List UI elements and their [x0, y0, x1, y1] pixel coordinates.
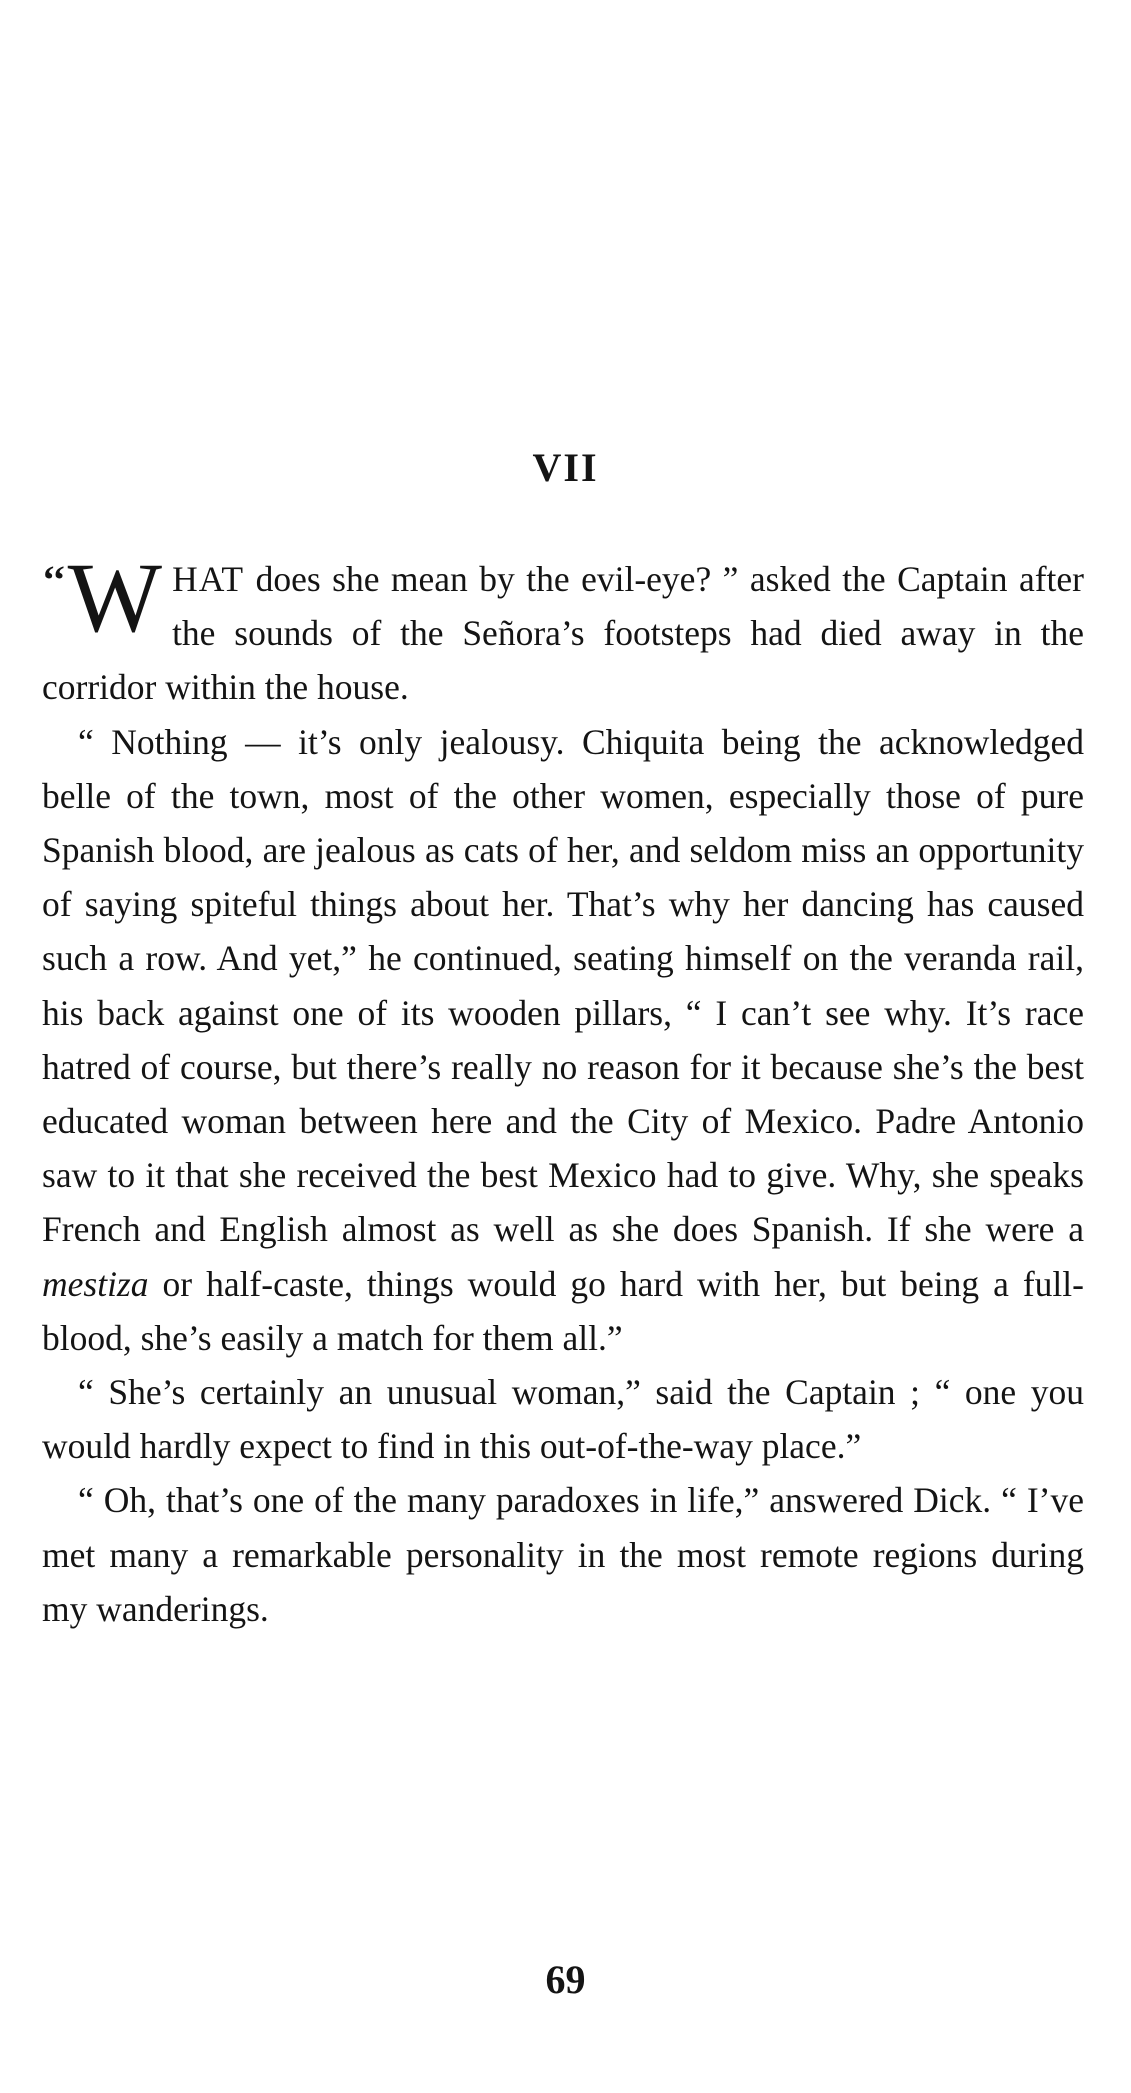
body-text [42, 542, 1084, 1636]
paragraph-text-part-2: or half-caste, things would go hard with her, but being a full-blood, she’s easily a match for them all.” [42, 1263, 1084, 1358]
opening-quote-mark: ‘‘ [42, 557, 66, 602]
paragraph-text: “ She’s certainly an unusual woman,” said the Captain ; “ one you would hardly expect to find in this out-of-the-way place.” [42, 1372, 1084, 1467]
paragraph-lead-word: HAT [172, 559, 245, 599]
italic-word: mestiza [42, 1263, 149, 1304]
paragraph-1 [42, 542, 1084, 715]
paragraph-text-part-1: “ Nothing — it’s only jealousy. Chiquita being the acknowledged belle of the town, most of the other women, especially those of pure Spanish blood, are jealous as cats of her, and seldom miss an opportunity of saying spiteful things about her. That’s why her dancing has caused such a row. And yet,” he continued, seating himself on the veranda rail, his back against one of its wooden pillars, “ I can’t see why. It’s race hatred of course, but there’s really no reason for it because she’s the best educated woman between here and the City of Mexico. Padre Antonio saw to it that she received the best Mexico had to give. Why, she speaks French and English almost as well as she does Spanish. If she were a [42, 721, 1084, 1250]
paragraph-4 [42, 1473, 1084, 1636]
chapter-heading: VII [532, 445, 599, 490]
page-number: 69 [545, 1957, 586, 2002]
drop-cap-group [42, 542, 163, 654]
drop-cap-letter: W [67, 542, 163, 653]
paragraph-text: does she mean by the evil-eye? ” asked the Captain after the sounds of the Señora’s footsteps had died away in the corridor within the house. [42, 559, 1084, 708]
paragraph-3 [42, 1365, 1084, 1473]
paragraph-2 [42, 715, 1084, 1365]
paragraph-text: “ Oh, that’s one of the many paradoxes in life,” answered Dick. “ I’ve met many a remarkable personality in the most remote regions during my wanderings. [42, 1480, 1084, 1629]
